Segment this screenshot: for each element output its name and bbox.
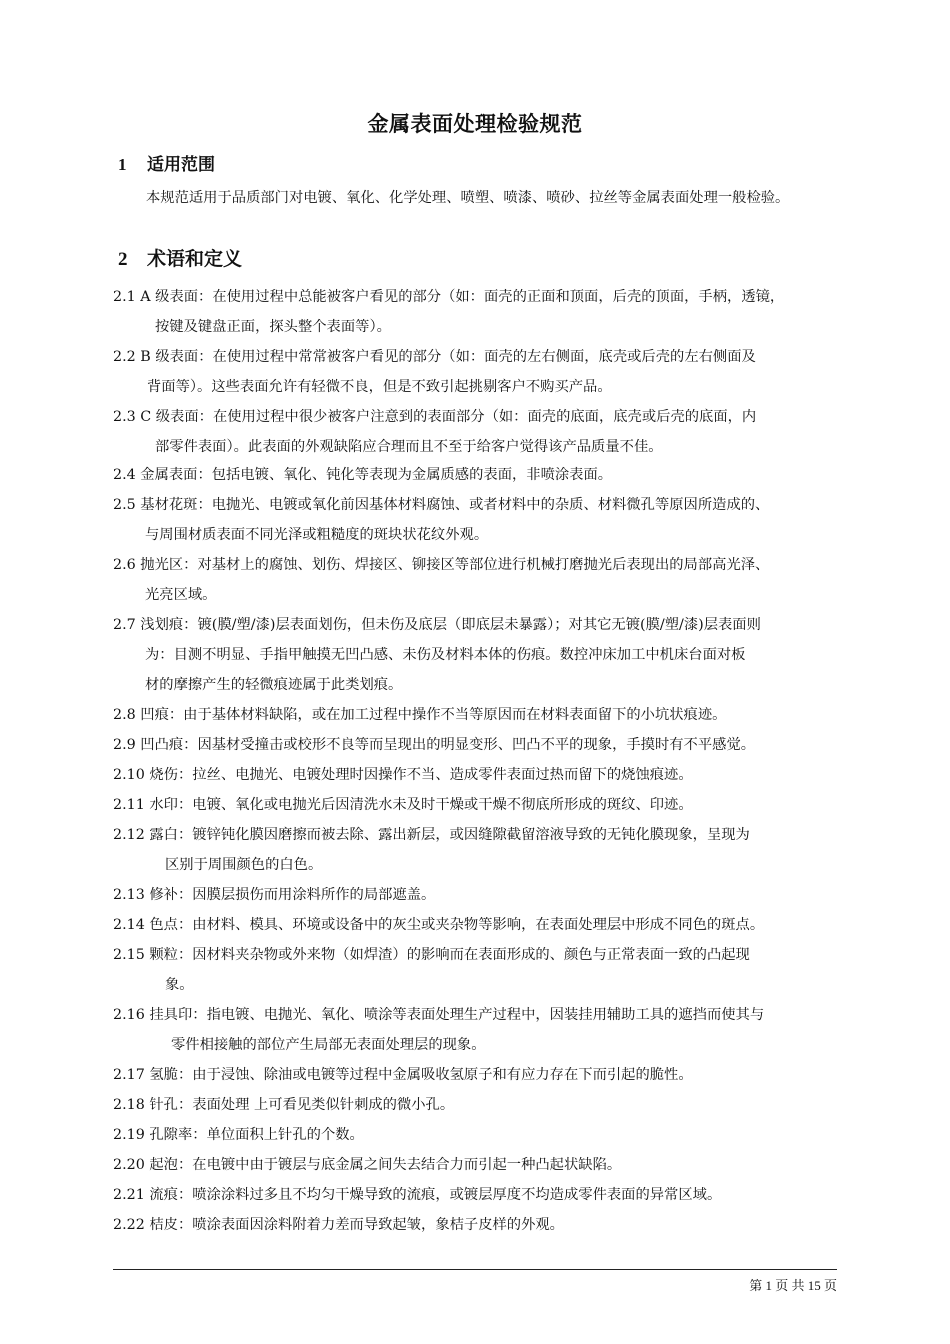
definition-item [113,1090,853,1120]
definition-text: 2.8 凹痕：由于基体材料缺陷，或在加工过程中操作不当等原因而在材料表面留下的小坑状痕迹。 [113,707,727,723]
definition-text: 2.22 桔皮：喷涂表面因涂料附着力差而导致起皱，象桔子皮样的外观。 [113,1217,564,1233]
definition-item [113,1120,853,1150]
definition-continuation: 与周围材质表面不同光泽或粗糙度的斑块状花纹外观。 [145,527,489,543]
definition-item [113,1060,853,1090]
definition-text: 2.13 修补：因膜层损伤而用涂料所作的局部遮盖。 [113,887,436,903]
definition-text: 2.20 起泡：在电镀中由于镀层与底金属之间失去结合力而引起一种凸起状缺陷。 [113,1157,622,1173]
definition-item [113,1210,853,1240]
definition-continuation: 按键及键盘正面，探头整个表面等）。 [155,319,391,335]
definition-item [113,460,853,490]
definition-item [113,1000,853,1060]
definition-continuation: 部零件表面）。此表面的外观缺陷应合理而且不至于给客户觉得该产品质量不佳。 [155,439,663,455]
definition-text: 2.5 基材花斑：电抛光、电镀或氧化前因基体材料腐蚀、或者材料中的杂质、材料微孔等原因所造成的、 [113,497,770,513]
definition-continuation: 象。 [165,977,194,993]
definition-text: 2.4 金属表面：包括电镀、氧化、钝化等表现为金属质感的表面，非喷涂表面。 [113,467,613,483]
definition-text: 2.18 针孔：表面处理 上可看见类似针刺成的微小孔。 [113,1097,455,1113]
definition-item [113,402,853,462]
definition-text: 2.12 露白：镀锌钝化膜因磨擦而被去除、露出新层，或因缝隙截留溶液导致的无钝化膜现象，呈现为 [113,827,750,843]
definition-text: 2.21 流痕：喷涂涂料过多且不均匀干燥导致的流痕，或镀层厚度不均造成零件表面的异常区域。 [113,1187,722,1203]
page-number: 第 1 页 共 15 页 [749,1278,837,1293]
definition-item [113,1150,853,1180]
definition-text: 2.3 C 级表面：在使用过程中很少被客户注意到的表面部分（如：面壳的底面，底壳或后壳的底面，内 [113,409,757,425]
definition-item [113,282,853,342]
footer-divider [113,1269,837,1270]
definition-continuation: 为：目测不明显、手指甲触摸无凹凸感、未伤及材料本体的伤痕。数控冲床加工中机床台面对板 [145,647,746,663]
definition-text: 2.6 抛光区：对基材上的腐蚀、划伤、焊接区、铆接区等部位进行机械打磨抛光后表现出的局部高光泽、 [113,557,770,573]
definition-item [113,940,853,1000]
definition-continuation: 背面等）。这些表面允许有轻微不良，但是不致引起挑剔客户不购买产品。 [147,379,612,395]
definition-text: 2.1 A 级表面：在使用过程中总能被客户看见的部分（如：面壳的正面和顶面，后壳的顶面，手柄，透镜， [113,289,785,305]
definition-item [113,910,853,940]
definition-text: 2.10 烧伤：拉丝、电抛光、电镀处理时因操作不当、造成零件表面过热而留下的烧蚀痕迹。 [113,767,693,783]
definition-text: 2.7 浅划痕：镀(膜/塑/漆)层表面划伤，但未伤及底层（即底层未暴露）；对其它无镀(膜/塑/漆)层表面则 [113,617,761,633]
definition-item [113,550,853,610]
definition-text: 2.17 氢脆：由于浸蚀、除油或电镀等过程中金属吸收氢原子和有应力存在下而引起的脆性。 [113,1067,693,1083]
section-1-number: 1 [118,155,127,174]
definition-text: 2.2 B 级表面：在使用过程中常常被客户看见的部分（如：面壳的左右侧面，底壳或后壳的左右侧面及 [113,349,756,365]
definition-item [113,760,853,790]
section-1-title: 适用范围 [147,155,215,175]
definition-item [113,700,853,730]
definition-continuation: 零件相接触的部位产生局部无表面处理层的现象。 [171,1037,486,1053]
definition-continuation: 区别于周围颜色的白色。 [165,857,323,873]
scope-paragraph: 本规范适用于品质部门对电镀、氧化、化学处理、喷塑、喷漆、喷砂、拉丝等金属表面处理一般检验。 [146,190,790,206]
definition-item [113,1180,853,1210]
definition-text: 2.11 水印：电镀、氧化或电抛光后因清洗水未及时干燥或干燥不彻底所形成的斑纹、印迹。 [113,797,693,813]
definition-item [113,820,853,880]
definition-text: 2.14 色点：由材料、模具、环境或设备中的灰尘或夹杂物等影响，在表面处理层中形成不同色的斑点。 [113,917,765,933]
definition-text: 2.19 孔隙率：单位面积上针孔的个数。 [113,1127,364,1143]
definition-text: 2.9 凹凸痕：因基材受撞击或校形不良等而呈现出的明显变形、凹凸不平的现象，手摸时有不平感觉。 [113,737,756,753]
definition-item [113,610,853,700]
section-1-heading [118,150,215,175]
definition-item [113,790,853,820]
definition-continuation: 材的摩擦产生的轻微痕迹属于此类划痕。 [145,677,403,693]
definition-item [113,880,853,910]
section-2-heading [118,244,242,271]
section-2-number: 2 [118,249,128,270]
section-2-title: 术语和定义 [147,248,243,270]
definition-item [113,490,853,550]
definition-text: 2.15 颗粒：因材料夹杂物或外来物（如焊渣）的影响而在表面形成的、颜色与正常表面一致的凸起现 [113,947,750,963]
definition-item [113,342,853,402]
definition-item [113,730,853,760]
document-title: 金属表面处理检验规范 [367,112,583,136]
definition-text: 2.16 挂具印：指电镀、电抛光、氧化、喷涂等表面处理生产过程中，因装挂用辅助工具的遮挡而使其与 [113,1007,765,1023]
definition-continuation: 光亮区域。 [145,587,217,603]
